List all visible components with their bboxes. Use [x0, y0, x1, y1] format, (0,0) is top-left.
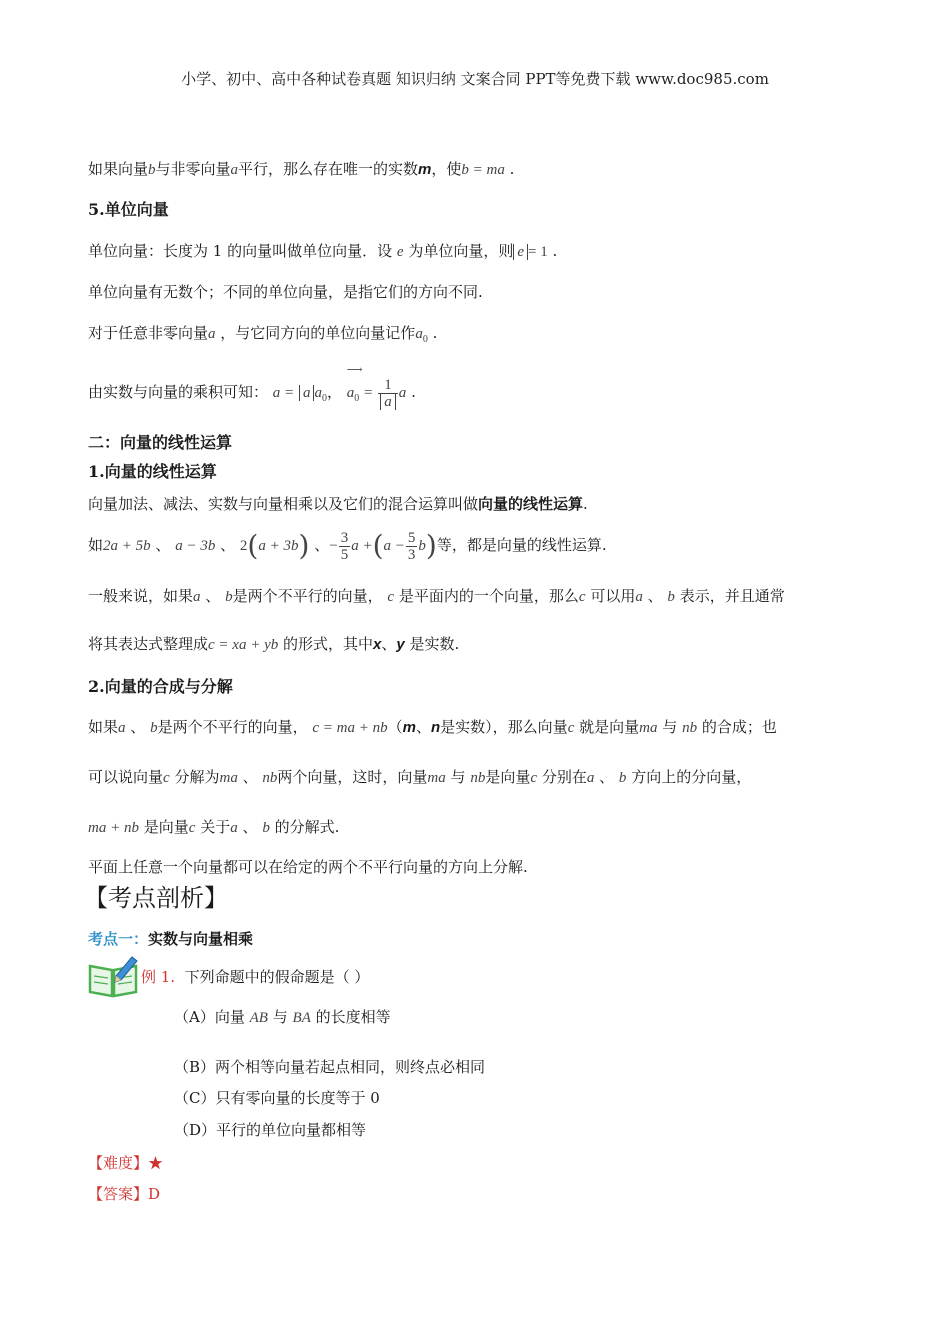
section-title-unit-vector: 5.单位向量 [88, 200, 169, 219]
unit-vector-count: 单位向量有无数个；不同的单位向量，是指它们的方向不同. [88, 283, 483, 301]
answer: 【答案】D [88, 1185, 161, 1203]
linear-ops-definition: 向量加法、减法、实数与向量相乘以及它们的混合运算叫做向量的线性运算. [88, 495, 588, 513]
composition-line-1: 如果a 、 b是两个不平行的向量， c = ma + nb（m、n是实数），那么向量c 就是向量ma 与 nb 的合成；也 [88, 718, 777, 736]
composition-conclusion: 平面上任意一个向量都可以在给定的两个不平行向量的方向上分解. [88, 858, 528, 876]
subsection-composition: 2.向量的合成与分解 [88, 677, 233, 696]
page-header: 小学、初中、高中各种试卷真题 知识归纳 文案合同 PPT等免费下载 www.doc985.com [181, 70, 769, 88]
linear-combination-form: 将其表达式整理成c = xa + yb 的形式，其中x、y 是实数. [88, 635, 460, 653]
parallel-condition: 如果向量b与非零向量a平行，那么存在唯一的实数m，使b = ma . [88, 160, 515, 178]
kaodian-title: 【考点剖析】 [84, 884, 228, 912]
unit-vector-formula: 由实数与向量的乘积可知： a = a $a_0$， ⟶ $a_0$ = $\frac{1}{a}$ a . [88, 364, 416, 410]
option-b: （B）两个相等向量若起点相同，则终点必相同 [174, 1058, 486, 1076]
composition-line-2: 可以说向量c 分解为ma 、 nb两个向量，这时，向量ma 与 nb是向量c 分别在a 、 b 方向上的分向量， [88, 768, 752, 786]
kaodian-subtitle: 考点一：实数与向量相乘 [88, 930, 254, 948]
unit-vector-notation: 对于任意非零向量a ，与它同方向的单位向量记作$a_0$ . [88, 324, 438, 345]
option-a: （A）向量 AB 与 BA 的长度相等 [174, 1008, 391, 1026]
option-d: （D）平行的单位向量都相等 [174, 1121, 367, 1139]
example-1: 例 1. 下列命题中的假命题是（ ） [141, 968, 370, 986]
linear-combination-intro: 一般来说，如果a 、 b是两个不平行的向量， c 是平面内的一个向量，那么c 可以用a 、 b 表示，并且通常 [88, 587, 785, 605]
linear-ops-examples: 如2a + 5b 、 a − 3b 、 2(a + 3b) 、− $\frac{3}{5}$ a +(a − $\frac{5}{3}$ b)等，都是向量的线性运算. [88, 529, 607, 563]
open-book-pencil-icon [88, 954, 138, 998]
option-c: （C）只有零向量的长度等于 0 [174, 1089, 380, 1107]
subsection-linear-ops: 1.向量的线性运算 [88, 462, 217, 481]
composition-line-3: ma + nb 是向量c 关于a 、 b 的分解式. [88, 818, 340, 836]
difficulty: 【难度】★ [88, 1154, 164, 1172]
unit-vector-definition: 单位向量：长度为 1 的向量叫做单位向量．设 e 为单位向量，则 e = 1 . [88, 242, 558, 260]
section-title-linear-ops: 二：向量的线性运算 [88, 433, 233, 452]
